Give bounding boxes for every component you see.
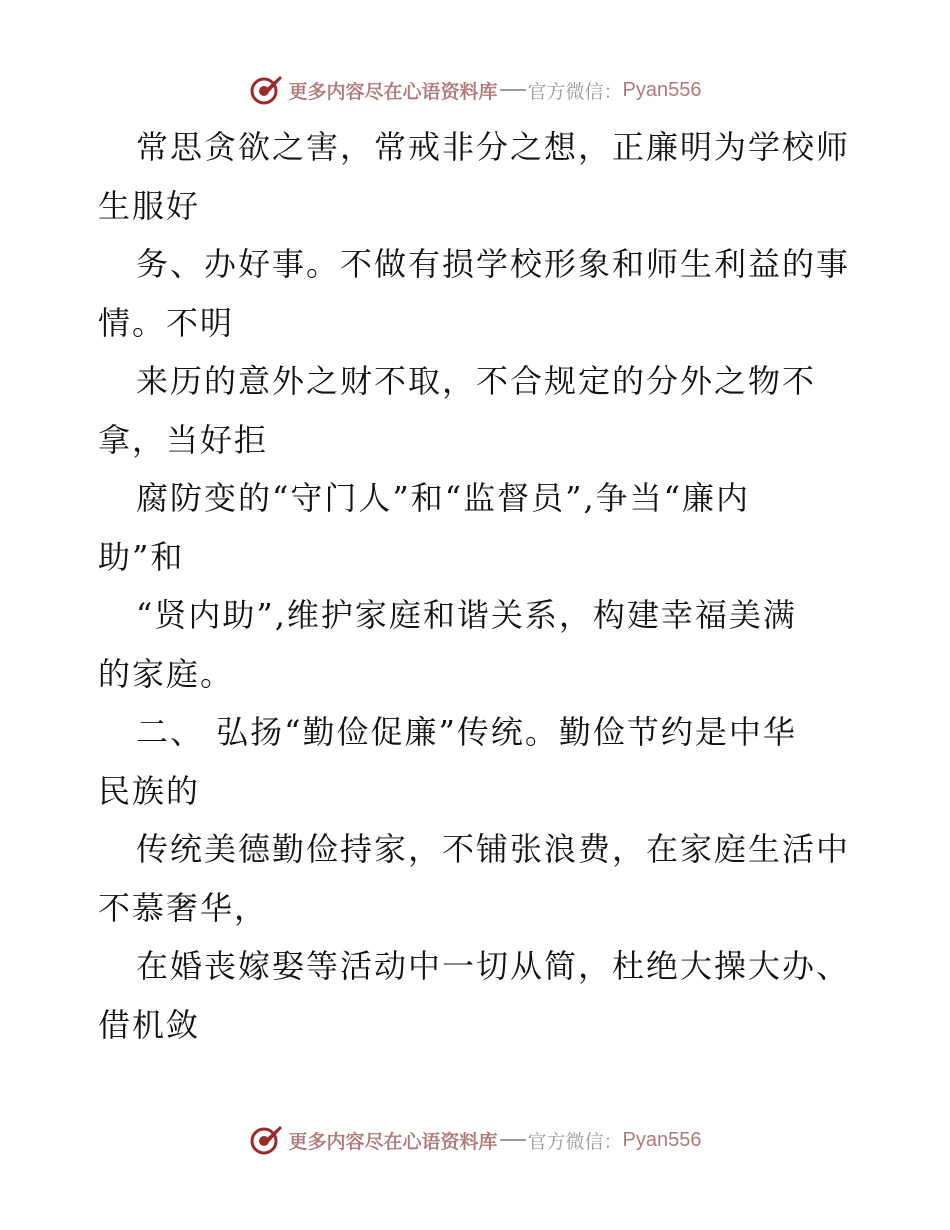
body-line: 务、办好事。不做有损学校形象和师生利益的事 [136, 245, 851, 283]
header-site-text: 更多内容尽在心语资料库 [288, 80, 498, 103]
body-line: 腐防变的“守门人”和“监督员”,争当“廉内 [136, 479, 750, 517]
body-line: 在婚丧嫁娶等活动中一切从简，杜绝大操大办、 [136, 947, 851, 985]
body-line: 拿，当好拒 [98, 420, 269, 459]
body-line: 生服好 [98, 186, 201, 225]
body-line: 民族的 [98, 771, 201, 810]
body-line: 常思贪欲之害，常戒非分之想，正廉明为学校师 [136, 128, 851, 166]
header-banner [0, 68, 950, 112]
header-wechat-id: Pyan556 [622, 78, 702, 101]
body-line: “贤内助”,维护家庭和谐关系，构建幸福美满 [136, 596, 797, 634]
body-line: 助”和 [98, 537, 185, 576]
body-line: 来历的意外之财不取，不合规定的分外之物不 [136, 362, 817, 400]
body-line: 二、 弘扬“勤俭促廉”传统。勤俭节约是中华 [136, 713, 797, 751]
pen-logo-icon [249, 1123, 283, 1157]
footer-wechat-label: 官方微信： [527, 1130, 623, 1153]
footer-banner [0, 1118, 950, 1162]
pen-logo-icon [249, 73, 283, 107]
body-line: 借机敛 [98, 1005, 201, 1044]
footer-dash [500, 1139, 526, 1141]
body-line: 不慕奢华， [98, 888, 269, 927]
footer-site-text: 更多内容尽在心语资料库 [288, 1130, 498, 1153]
footer-wechat-id: Pyan556 [622, 1128, 702, 1151]
header-wechat-label: 官方微信： [527, 80, 623, 103]
document-body [98, 118, 858, 1054]
body-line: 的家庭。 [98, 654, 235, 693]
header-dash [500, 89, 526, 91]
body-line: 传统美德勤俭持家，不铺张浪费，在家庭生活中 [136, 830, 851, 868]
body-line: 情。不明 [98, 303, 235, 342]
